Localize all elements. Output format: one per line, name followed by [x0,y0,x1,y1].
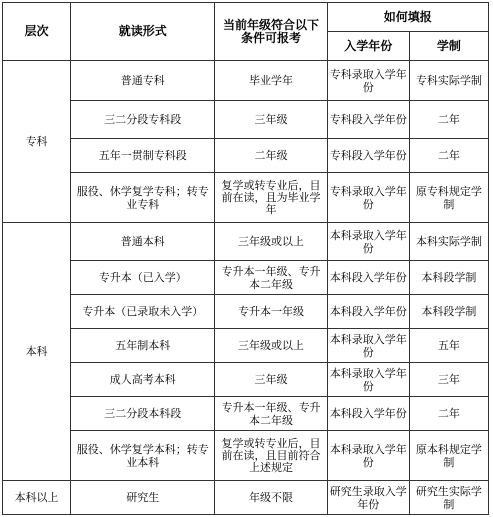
school-system-cell: 五年 [409,329,488,363]
form-cell: 三二分段本科段 [71,397,215,431]
table-row [3,139,489,173]
table-row [3,261,489,295]
table-row [3,329,489,363]
enroll-year-cell: 专科录取入学年份 [327,173,409,223]
condition-cell: 复学或转专业后，目前在读，且目前符合上述规定 [215,431,327,481]
header-level: 层次 [3,3,71,61]
form-cell: 研究生 [71,481,215,515]
form-cell: 服役、休学复学本科；转专业本科 [71,431,215,481]
school-system-cell: 研究生实际学制 [409,481,488,515]
condition-cell: 毕业学年 [215,61,327,101]
form-cell: 五年一贯制专科段 [71,139,215,173]
condition-cell: 三年级 [215,363,327,397]
school-system-cell: 原本科规定学制 [409,431,488,481]
eligibility-table-container [2,2,489,515]
school-system-cell: 二年 [409,397,488,431]
eligibility-table [2,2,489,515]
level-cell: 本科以上 [3,481,71,515]
table-row [3,101,489,139]
condition-cell: 三年级或以上 [215,223,327,261]
level-cell: 专科 [3,61,71,223]
condition-cell: 专升本一年级、专升本二年级 [215,397,327,431]
form-cell: 专升本（已录取未入学） [71,295,215,329]
enroll-year-cell: 本科录取入学年份 [327,363,409,397]
school-system-cell: 本科段学制 [409,295,488,329]
table-row [3,295,489,329]
school-system-cell: 本科段学制 [409,261,488,295]
form-cell: 服役、休学复学专科；转专业专科 [71,173,215,223]
school-system-cell: 二年 [409,101,488,139]
header-enroll-year: 入学年份 [327,32,409,61]
table-row [3,431,489,481]
form-cell: 成人高考本科 [71,363,215,397]
condition-cell: 三年级或以上 [215,329,327,363]
school-system-cell: 二年 [409,139,488,173]
table-row [3,363,489,397]
header-how-to-fill: 如何填报 [327,3,488,32]
table-row [3,173,489,223]
header-school-system: 学制 [409,32,488,61]
enroll-year-cell: 专科段入学年份 [327,101,409,139]
form-cell: 普通本科 [71,223,215,261]
table-row [3,223,489,261]
form-cell: 普通专科 [71,61,215,101]
condition-cell: 复学或转专业后，目前在读，且为毕业学年 [215,173,327,223]
table-header [3,3,489,61]
table-row [3,61,489,101]
condition-cell: 专升本一年级 [215,295,327,329]
level-cell: 本科 [3,223,71,481]
school-system-cell: 三年 [409,363,488,397]
condition-cell: 二年级 [215,139,327,173]
table-body [3,61,489,515]
enroll-year-cell: 本科段入学年份 [327,295,409,329]
form-cell: 专升本（已入学） [71,261,215,295]
header-condition: 当前年级符合以下条件可报考 [215,3,327,61]
enroll-year-cell: 本科段入学年份 [327,261,409,295]
enroll-year-cell: 专科段入学年份 [327,139,409,173]
enroll-year-cell: 本科录取入学年份 [327,223,409,261]
form-cell: 五年制本科 [71,329,215,363]
condition-cell: 三年级 [215,101,327,139]
enroll-year-cell: 本科录取入学年份 [327,431,409,481]
form-cell: 三二分段专科段 [71,101,215,139]
table-row [3,481,489,515]
school-system-cell: 本科实际学制 [409,223,488,261]
enroll-year-cell: 专科录取入学年份 [327,61,409,101]
enroll-year-cell: 本科录取入学年份 [327,329,409,363]
table-row [3,397,489,431]
condition-cell: 专升本一年级、专升本二年级 [215,261,327,295]
enroll-year-cell: 研究生录取入学年份 [327,481,409,515]
condition-cell: 年级不限 [215,481,327,515]
school-system-cell: 原专科规定学制 [409,173,488,223]
enroll-year-cell: 本科段入学年份 [327,397,409,431]
school-system-cell: 专科实际学制 [409,61,488,101]
header-form: 就读形式 [71,3,215,61]
